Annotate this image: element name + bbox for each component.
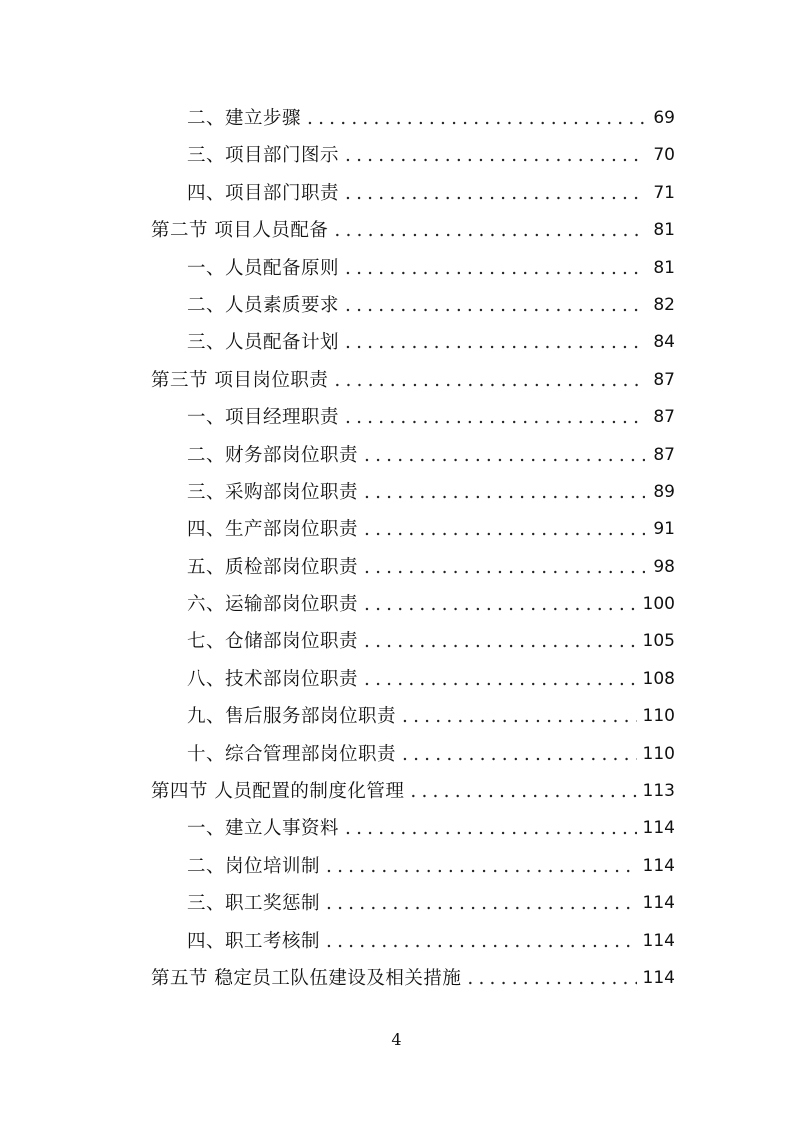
toc-entry-page: 114 <box>642 893 675 914</box>
toc-dot-leader <box>334 212 645 249</box>
toc-entry-page: 71 <box>653 182 675 203</box>
toc-dot-leader <box>364 586 637 623</box>
toc-entry-page: 114 <box>642 967 675 988</box>
toc-entry-title: 二、岗位培训制 <box>187 855 321 877</box>
toc-dot-leader <box>467 960 636 997</box>
toc-subsection-entry[interactable] <box>151 287 675 324</box>
toc-entry-title: 六、运输部岗位职责 <box>187 594 359 616</box>
toc-entry-page: 108 <box>642 668 675 689</box>
toc-subsection-entry[interactable] <box>151 810 675 847</box>
toc-subsection-entry[interactable] <box>151 175 675 212</box>
toc-entry-page: 89 <box>653 481 675 502</box>
toc-entry-title: 十、综合管理部岗位职责 <box>187 743 397 765</box>
toc-entry-page: 113 <box>642 781 675 802</box>
toc-entry-page: 98 <box>653 556 675 577</box>
toc-entry-title: 第二节 项目人员配备 <box>151 220 329 242</box>
toc-subsection-entry[interactable] <box>151 324 675 361</box>
toc-subsection-entry[interactable] <box>151 399 675 436</box>
toc-entry-title: 一、项目经理职责 <box>187 407 340 429</box>
toc-subsection-entry[interactable] <box>151 250 675 287</box>
toc-entry-page: 114 <box>642 818 675 839</box>
toc-dot-leader <box>345 137 645 174</box>
toc-entry-title: 四、职工考核制 <box>187 930 321 952</box>
toc-entry-page: 114 <box>642 930 675 951</box>
toc-dot-leader <box>345 287 645 324</box>
toc-dot-leader <box>402 698 637 735</box>
toc-entry-title: 一、人员配备原则 <box>187 257 340 279</box>
toc-dot-leader <box>326 885 637 922</box>
toc-entry-title: 三、采购部岗位职责 <box>187 481 359 503</box>
toc-entry-title: 第三节 项目岗位职责 <box>151 369 329 391</box>
toc-subsection-entry[interactable] <box>151 586 675 623</box>
toc-subsection-entry[interactable] <box>151 511 675 548</box>
toc-dot-leader <box>410 773 636 810</box>
toc-dot-leader <box>364 437 645 474</box>
toc-subsection-entry[interactable] <box>151 549 675 586</box>
toc-subsection-entry[interactable] <box>151 100 675 137</box>
toc-subsection-entry[interactable] <box>151 698 675 735</box>
page-number: 4 <box>391 1030 402 1049</box>
toc-entry-title: 四、项目部门职责 <box>187 182 340 204</box>
toc-dot-leader <box>345 810 637 847</box>
toc-entry-title: 三、职工奖惩制 <box>187 893 321 915</box>
toc-dot-leader <box>345 399 645 436</box>
toc-subsection-entry[interactable] <box>151 848 675 885</box>
toc-entry-page: 87 <box>653 407 675 428</box>
toc-dot-leader <box>334 362 645 399</box>
toc-entry-title: 一、建立人事资料 <box>187 818 340 840</box>
toc-entry-title: 二、人员素质要求 <box>187 294 340 316</box>
toc-dot-leader <box>364 549 645 586</box>
toc-subsection-entry[interactable] <box>151 474 675 511</box>
toc-entry-title: 第五节 稳定员工队伍建设及相关措施 <box>151 967 462 989</box>
toc-entry-page: 81 <box>653 220 675 241</box>
toc-entry-title: 二、财务部岗位职责 <box>187 444 359 466</box>
toc-entry-page: 82 <box>653 294 675 315</box>
toc-section-entry[interactable] <box>151 212 675 249</box>
toc-entry-title: 第四节 人员配置的制度化管理 <box>151 781 405 803</box>
toc-subsection-entry[interactable] <box>151 885 675 922</box>
toc-dot-leader <box>364 474 645 511</box>
toc-dot-leader <box>345 175 645 212</box>
toc-subsection-entry[interactable] <box>151 661 675 698</box>
toc-entry-title: 四、生产部岗位职责 <box>187 519 359 541</box>
toc-entry-page: 87 <box>653 444 675 465</box>
toc-entry-page: 110 <box>642 743 675 764</box>
toc-entry-title: 三、人员配备计划 <box>187 332 340 354</box>
toc-entry-title: 八、技术部岗位职责 <box>187 668 359 690</box>
toc-subsection-entry[interactable] <box>151 437 675 474</box>
toc-dot-leader <box>326 848 637 885</box>
toc-section-entry[interactable] <box>151 362 675 399</box>
toc-section-entry[interactable] <box>151 960 675 997</box>
toc-entry-title: 五、质检部岗位职责 <box>187 556 359 578</box>
toc-subsection-entry[interactable] <box>151 623 675 660</box>
toc-entry-page: 84 <box>653 332 675 353</box>
toc-entry-title: 九、售后服务部岗位职责 <box>187 706 397 728</box>
toc-entry-page: 91 <box>653 519 675 540</box>
toc-entry-page: 87 <box>653 369 675 390</box>
toc-entry-title: 三、项目部门图示 <box>187 145 340 167</box>
toc-dot-leader <box>364 661 637 698</box>
toc-subsection-entry[interactable] <box>151 137 675 174</box>
toc-dot-leader <box>364 511 645 548</box>
toc-dot-leader <box>307 100 645 137</box>
toc-dot-leader <box>364 623 637 660</box>
toc-entry-page: 81 <box>653 257 675 278</box>
toc-entry-title: 二、建立步骤 <box>187 107 302 129</box>
toc-entry-page: 69 <box>653 107 675 128</box>
toc-entry-page: 105 <box>642 631 675 652</box>
toc-entry-page: 110 <box>642 706 675 727</box>
toc-dot-leader <box>345 324 645 361</box>
toc-subsection-entry[interactable] <box>151 736 675 773</box>
toc-dot-leader <box>326 923 637 960</box>
toc-entry-page: 70 <box>653 145 675 166</box>
toc-entry-page: 114 <box>642 855 675 876</box>
toc-entry-page: 100 <box>642 594 675 615</box>
toc-dot-leader <box>402 736 637 773</box>
toc-dot-leader <box>345 250 645 287</box>
toc-subsection-entry[interactable] <box>151 923 675 960</box>
table-of-contents <box>151 100 675 997</box>
toc-entry-title: 七、仓储部岗位职责 <box>187 631 359 653</box>
toc-section-entry[interactable] <box>151 773 675 810</box>
